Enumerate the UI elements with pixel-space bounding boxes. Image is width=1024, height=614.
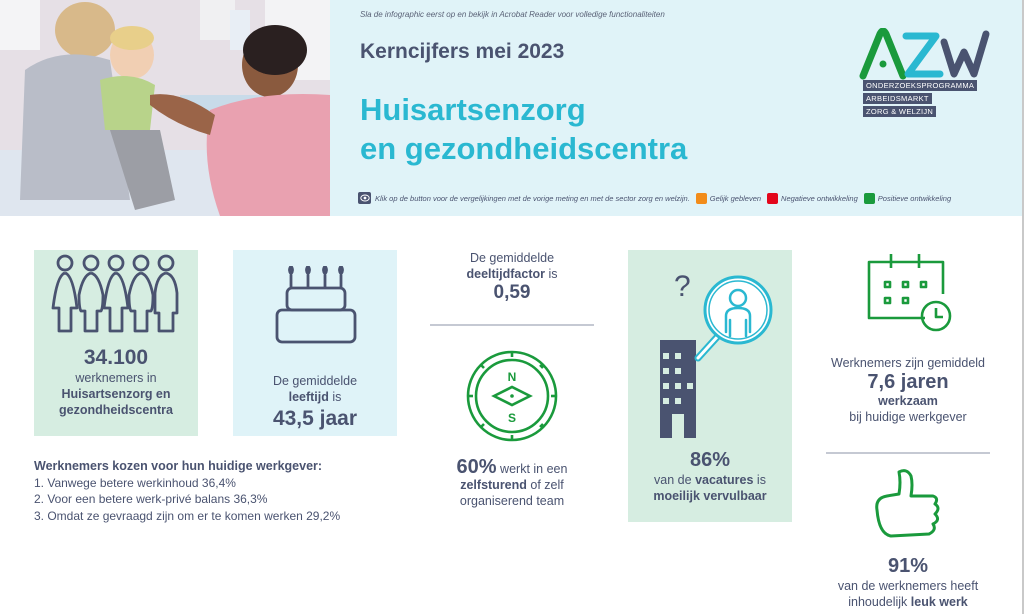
legend-label-positive: Positieve ontwikkeling: [877, 193, 952, 203]
stat-card-tenure: [826, 250, 990, 425]
employees-label: werknemers in: [75, 371, 157, 385]
compass-north: N: [507, 370, 517, 384]
reason-item: 1. Vanwege betere werkinhoud 36,4%: [34, 475, 236, 490]
selfsteering-line-3: organiserend team: [459, 494, 565, 508]
reason-item: 3. Omdat ze gevraagd zijn om er te komen werken 29,2%: [34, 508, 341, 523]
selfsteering-text-2: of zelf: [526, 478, 564, 492]
compass-icon: [464, 348, 560, 444]
logo-tag: ARBEIDSMARKT: [863, 93, 932, 104]
title-line-2: en gezondheidscentra: [360, 131, 688, 166]
green-swatch-icon: [864, 193, 875, 204]
vacancies-keyword: vacatures: [695, 473, 754, 487]
legend-instruction: Klik op de button voor de vergelijkingen met de vorige meting en met de sector zorg en welzijn.: [375, 193, 690, 203]
parttime-label-1: De gemiddelde: [469, 251, 555, 265]
fun-work-keyword: leuk werk: [910, 595, 968, 609]
selfsteering-line-2: [430, 477, 594, 493]
stat-card-selfsteering: [430, 348, 594, 509]
legend-label-unchanged: Gelijk gebleven: [709, 193, 762, 203]
selfsteering-line-1: [430, 456, 594, 478]
vacancies-line-2: [628, 472, 792, 488]
orange-swatch-icon: [696, 193, 707, 204]
stat-card-age: [233, 250, 397, 436]
stat-card-employees: [34, 250, 198, 436]
header-photo: [0, 0, 330, 216]
title-line-1: Huisartsenzorg: [360, 92, 586, 127]
disclaimer-text: Sla de infographic eerst op en bekijk in Acrobat Reader voor volledige functionaliteiten: [360, 10, 665, 19]
fun-work-value: 91%: [887, 555, 929, 577]
compass-south: S: [507, 411, 517, 425]
birthday-cake-icon: [273, 266, 357, 346]
red-swatch-icon: [767, 193, 778, 204]
age-label-2: [233, 389, 397, 405]
doctor-patient-photo-icon: [0, 0, 330, 216]
parttime-keyword: deeltijdfactor: [466, 267, 545, 281]
stat-card-parttime: [430, 250, 594, 304]
tenure-value: 7,6 jaren: [867, 371, 949, 393]
logo-tag: ONDERZOEKSPROGRAMMA: [863, 80, 977, 91]
logo-tags: [863, 80, 977, 117]
employees-value: 34.100: [83, 346, 149, 369]
divider: [826, 452, 990, 454]
people-group-icon: [49, 253, 183, 335]
page-title: [360, 90, 687, 168]
vacancies-suffix: is: [753, 473, 766, 487]
employees-sector-1: Huisartsenzorg en: [61, 387, 171, 401]
logo-tag: ZORG & WELZIJN: [863, 106, 936, 117]
tenure-label-4: bij huidige werkgever: [849, 410, 967, 424]
tenure-label-1: Werknemers zijn gemiddeld: [831, 356, 985, 370]
thumbs-up-icon: [873, 468, 943, 540]
comparison-toggle-button[interactable]: [358, 192, 371, 204]
reason-item: 2. Voor een betere werk-privé balans 36,3%: [34, 492, 268, 506]
age-suffix: is: [328, 390, 342, 404]
reasons-heading: Werknemers kozen voor hun huidige werkgever:: [34, 459, 323, 473]
legend-label-negative: Negatieve ontwikkeling: [781, 193, 858, 203]
vacancies-prefix: van de: [654, 473, 696, 487]
fun-work-label-2: [826, 594, 990, 610]
age-keyword: leeftijd: [288, 390, 329, 404]
fun-work-label-1: van de werknemers heeft: [837, 579, 979, 593]
stat-card-vacancies: [628, 250, 792, 522]
divider: [430, 324, 594, 326]
legend-bar: [358, 192, 951, 204]
page-subtitle: Kerncijfers mei 2023: [360, 40, 565, 63]
parttime-label-2: [430, 266, 594, 282]
tenure-keyword: werkzaam: [878, 394, 938, 408]
employees-sector-2: gezondheidscentra: [59, 403, 173, 417]
vacancies-line-3: moeilijk vervulbaar: [653, 489, 767, 503]
header-banner: [0, 0, 1022, 216]
selfsteering-value: 60%: [456, 456, 497, 478]
vacancies-value: 86%: [689, 449, 731, 471]
age-label-1: De gemiddelde: [272, 374, 358, 388]
vacancy-search-icon: [640, 258, 780, 438]
parttime-suffix: is: [545, 267, 558, 281]
svg-text:?: ?: [674, 270, 691, 303]
age-value: 43,5 jaar: [272, 407, 358, 430]
stat-card-fun-work: [826, 468, 990, 610]
eye-icon: [360, 194, 370, 202]
selfsteering-text: werkt in een: [496, 462, 568, 476]
selfsteering-keyword: zelfsturend: [460, 478, 527, 492]
calendar-clock-icon: [863, 252, 953, 334]
fun-work-prefix: inhoudelijk: [848, 595, 911, 609]
reasons-list: [34, 458, 340, 524]
parttime-value: 0,59: [493, 282, 531, 303]
